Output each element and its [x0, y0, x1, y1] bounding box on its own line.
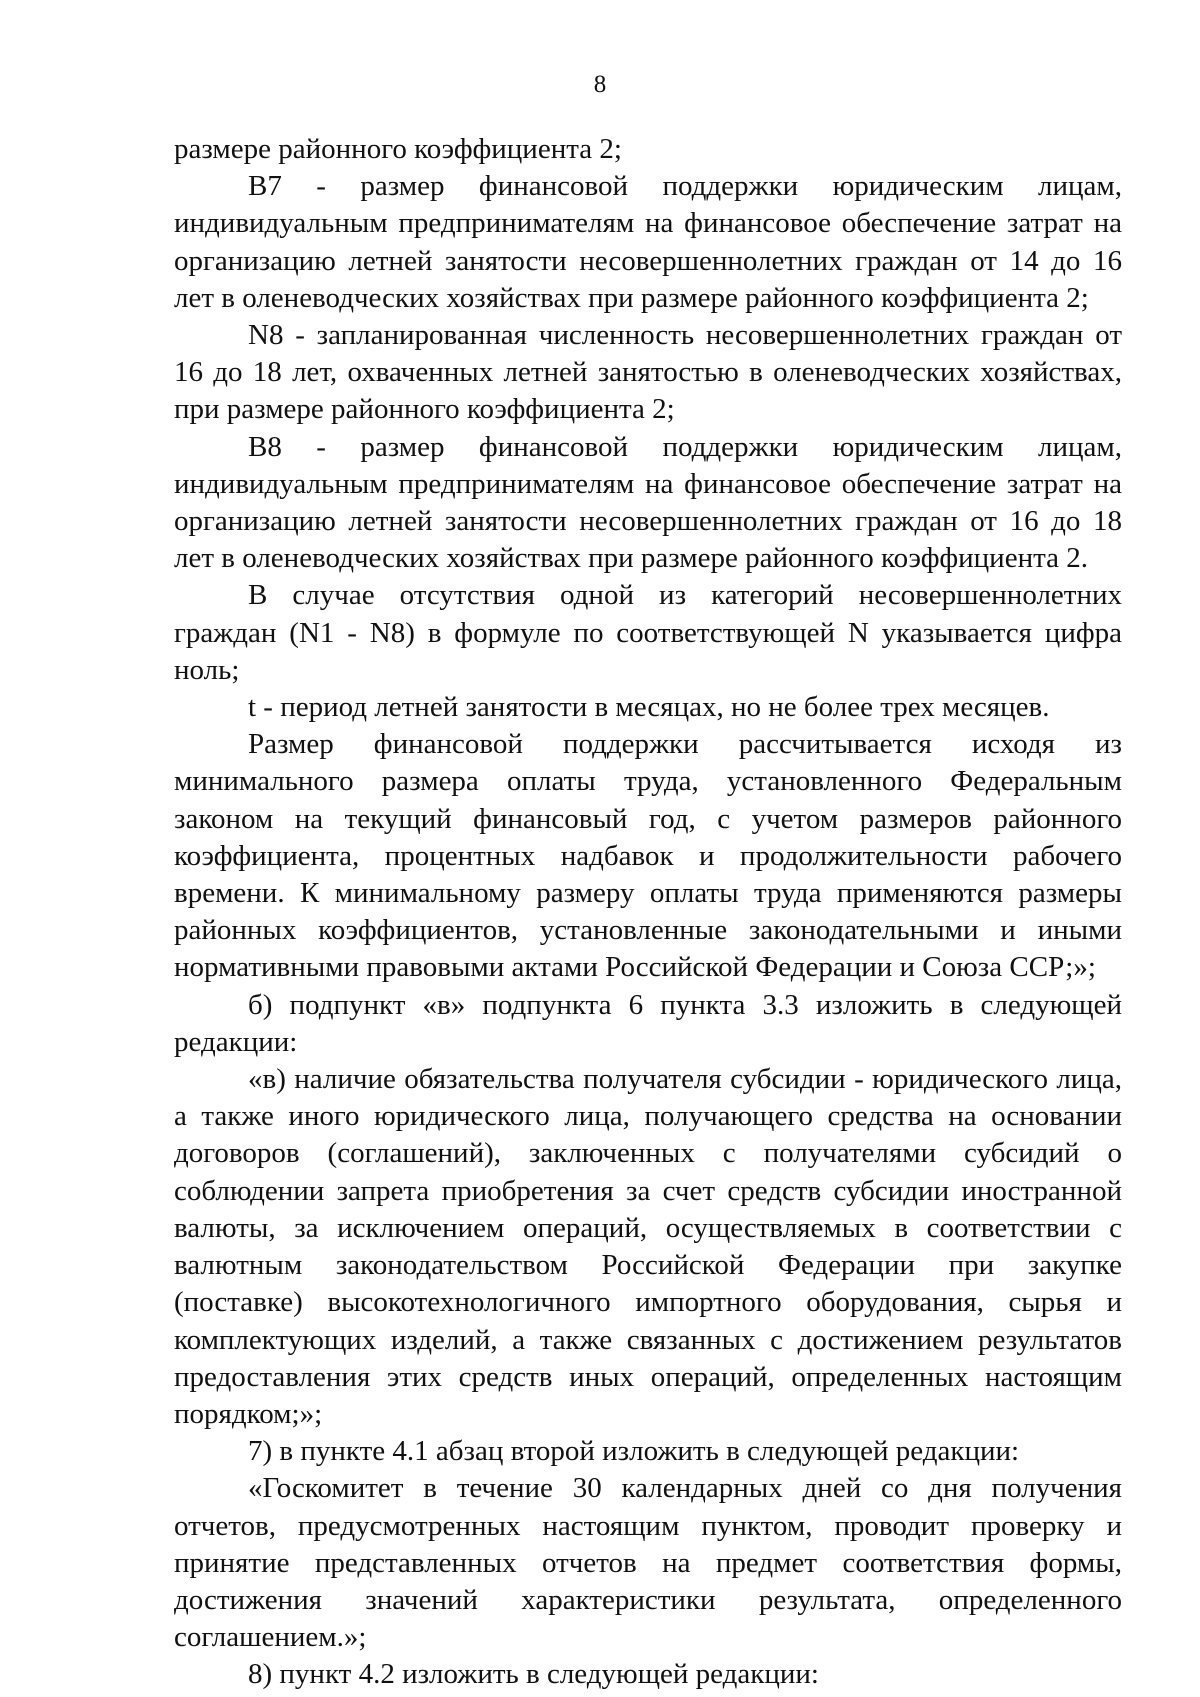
paragraph-continuation: размере районного коэффициента 2; — [174, 133, 622, 165]
paragraph-quote-v: «в) наличие обязательства получателя субсидии - юридического лица, а также иного юридического лица, получающего средства на основании договоров (соглашений), заключенных с получателями субсидий о соблюдении запрета приобретения за счет средств субсидии иностранной валюты, за исключением операций, осуществляемых в соответствии с валютным законодательством Российской Федерации при закупке (поставке) высокотехнологичного импортного оборудования, сырья и комплектующих изделий, а также связанных с достижением результатов предоставления этих средств иных операций, определенных настоящим порядком;»; — [174, 1063, 1122, 1430]
paragraph-item-7: 7) в пункте 4.1 абзац второй изложить в следующей редакции: — [248, 1435, 1020, 1468]
paragraph-n8-definition: N8 - запланированная численность несовершеннолетних граждан от 16 до 18 лет, охваченных летней занятостью в оленеводческих хозяйствах, при размере районного коэффициента 2; — [174, 319, 1122, 426]
document-body — [174, 131, 1122, 1694]
page-number: 8 — [593, 71, 607, 98]
paragraph-b7-definition: B7 - размер финансовой поддержки юридическим лицам, индивидуальным предпринимателям на финансовое обеспечение затрат на организацию летней занятости несовершеннолетних граждан от 14 до 16 лет в оленеводческих хозяйствах при размере районного коэффициента 2; — [174, 170, 1122, 314]
paragraph-b8-definition: B8 - размер финансовой поддержки юридическим лицам, индивидуальным предпринимателям на финансовое обеспечение затрат на организацию летней занятости несовершеннолетних граждан от 16 до 18 лет в оленеводческих хозяйствах при размере районного коэффициента 2. — [174, 430, 1122, 575]
paragraph-quote-goskomitet: «Госкомитет в течение 30 календарных дней со дня получения отчетов, предусмотренных настоящим пунктом, проводит проверку и принятие представленных отчетов на предмет соответствия формы, достижения значений характеристики результата, определенного соглашением.»; — [174, 1472, 1122, 1654]
paragraph-item-8: 8) пункт 4.2 изложить в следующей редакции: — [248, 1658, 819, 1691]
paragraph-subitem-b: б) подпункт «в» подпункта 6 пункта 3.3 изложить в следующей редакции: — [174, 988, 1122, 1058]
paragraph-period-t: t - период летней занятости в месяцах, но не более трех месяцев. — [248, 691, 1050, 724]
paragraph-support-calculation: Размер финансовой поддержки рассчитывается исходя из минимального размера оплаты труда, установленного Федеральным законом на текущий финансовый год, с учетом размеров районного коэффициента, процентных надбавок и продолжительности рабочего времени. К минимальному размеру оплаты труда применяются размеры районных коэффициентов, установленные законодательными и иными нормативными правовыми актами Российской Федерации и Союза ССР;»; — [174, 728, 1122, 984]
paragraph-missing-category: В случае отсутствия одной из категорий несовершеннолетних граждан (N1 - N8) в формуле по соответствующей N указывается цифра ноль; — [174, 579, 1122, 686]
